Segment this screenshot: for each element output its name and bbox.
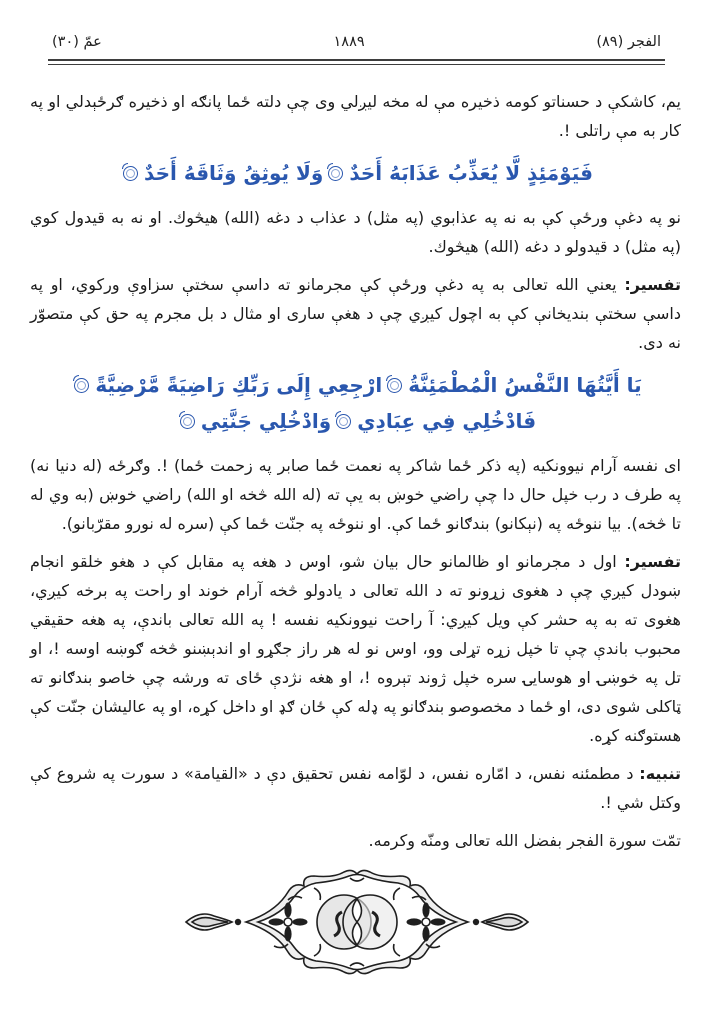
translation-paragraph-2 xyxy=(30,451,681,538)
tafsir-paragraph-2 xyxy=(30,547,681,750)
verse-segment: وَادْخُلِي جَنَّتِي xyxy=(200,409,332,433)
tanbih-text: د مطمئنه نفس، د امّاره نفس، د لوّامه نفس تحقيق دې د «القيامة» د سورت په شروع كې وكتل شي !. xyxy=(30,764,681,812)
tanbih-label: تنبيه: xyxy=(639,764,681,783)
surah-closing-line: تمّت سورة الفجر بفضل الله تعالى ومنّه وكرمه. xyxy=(368,831,681,850)
translation-text-1: نو په دغې ورځې كې به نه په عذابوي (په مثل) د عذاب د دغه (الله) هيڅوك. او نه به قيدول كوي (په مثل) د قيدولو د دغه (الله) هيڅوك. xyxy=(30,208,681,256)
continuation-paragraph xyxy=(30,87,681,145)
verse-segment: وَلَا يُوثِقُ وَثَاقَهُ أَحَدٌ xyxy=(144,161,324,185)
verse-segment: فَادْخُلِي فِي عِبَادِي xyxy=(357,409,537,433)
arabesque-divider-icon xyxy=(184,866,530,978)
quran-verse-27-30 xyxy=(46,367,666,439)
end-of-ayah-icon xyxy=(387,378,402,393)
end-of-ayah-icon xyxy=(180,414,195,429)
footer-ornament xyxy=(184,866,530,982)
end-of-ayah-icon xyxy=(74,378,89,393)
tafsir-label-1: تفسير: xyxy=(624,275,681,294)
translation-text-2: اى نفسه آرام نيوونكيه (په ذكر ځما شاكر په نعمت ځما صابر په زحمت ځما) !. وګرځه (له دنيا نه) په طرف د رب خپل حال دا چې راضي خوښ به يې ته (له الله څخه او الله) راضي خوښ (به وي له تا څخه). بيا ننوځه په (نېكانو) بندګانو ځما كې. او ننوځه په جنّت ځما كې (سره له نورو مقرّبانو). xyxy=(30,456,681,533)
tafsir-text-1: يعني الله تعالى به په دغې ورځې كې مجرمانو ته داسې سختې سزاوې وركوي، او په داسې سختې بنديخانې كې به اچول كيږي چې د هغې سارى او مثال د بل مجرم په حق كې متصوّر نه دى. xyxy=(30,275,681,352)
end-of-ayah-icon xyxy=(123,166,138,181)
tanbih-paragraph xyxy=(30,759,681,817)
verse-segment: فَيَوْمَئِذٍ لَّا يُعَذِّبُ عَذَابَهُ أَحَدٌ xyxy=(349,161,593,185)
page-header xyxy=(0,0,713,56)
tafsir-paragraph-1 xyxy=(30,270,681,357)
header-juz-title: عمّ (٣٠) xyxy=(52,34,102,50)
tafsir-label-2: تفسير: xyxy=(624,552,681,571)
verse-segment: ارْجِعِي إِلَى رَبِّكِ رَاضِيَةً مَّرْضِيَّةً xyxy=(95,373,383,397)
quran-verse-25-26 xyxy=(46,155,666,191)
continuation-text: يم، كاشكې د حسناتو كومه ذخيره مې له مخه ليږلي وى چې دلته ځما پانګه او ذخيره ګرځېدلي او په كار به مې راتلى !. xyxy=(30,92,681,140)
verse-segment: يَا أَيَّتُهَا النَّفْسُ الْمُطْمَئِنَّةُ xyxy=(408,373,642,397)
page-content xyxy=(0,65,713,855)
end-of-ayah-icon xyxy=(328,166,343,181)
header-page-number: ١٨٨٩ xyxy=(333,34,365,50)
tafsir-text-2: اول د مجرمانو او ظالمانو حال بيان شو، اوس د هغه په مقابل كې د هغو خلقو انجام ښودل كيږي چې د هغوى زړونو ته د الله تعالى د يادولو څخه آرام خوند او راحت په برخه كيږي، هغوى ته به په حشر كې ويل كيږي: آ راحت نيوونكيه نفسه ! په الله تعالى باندې، په هغه حقيقي محبوب باندې چې تا خپل زړه تړلى وو، اوس نو له هر راز جګړو او اندېښنو څخه ګوښه اوسه !، او تل په خوښۍ او هوسايۍ سره خپل ژوند تېروه !، او هغه نژدې ځاى ته ورشه چې خاصو بندګانو ته ټاكلى شوى دى، او ځما د مخصوصو بندګانو په ډله كې ځان ګډ او داخل كړه، او په عاليشان جنّت كې هستوګنه كړه. xyxy=(30,552,681,745)
end-of-ayah-icon xyxy=(336,414,351,429)
header-surah-title: الفجر (٨٩) xyxy=(596,34,661,50)
translation-paragraph-1 xyxy=(30,203,681,261)
